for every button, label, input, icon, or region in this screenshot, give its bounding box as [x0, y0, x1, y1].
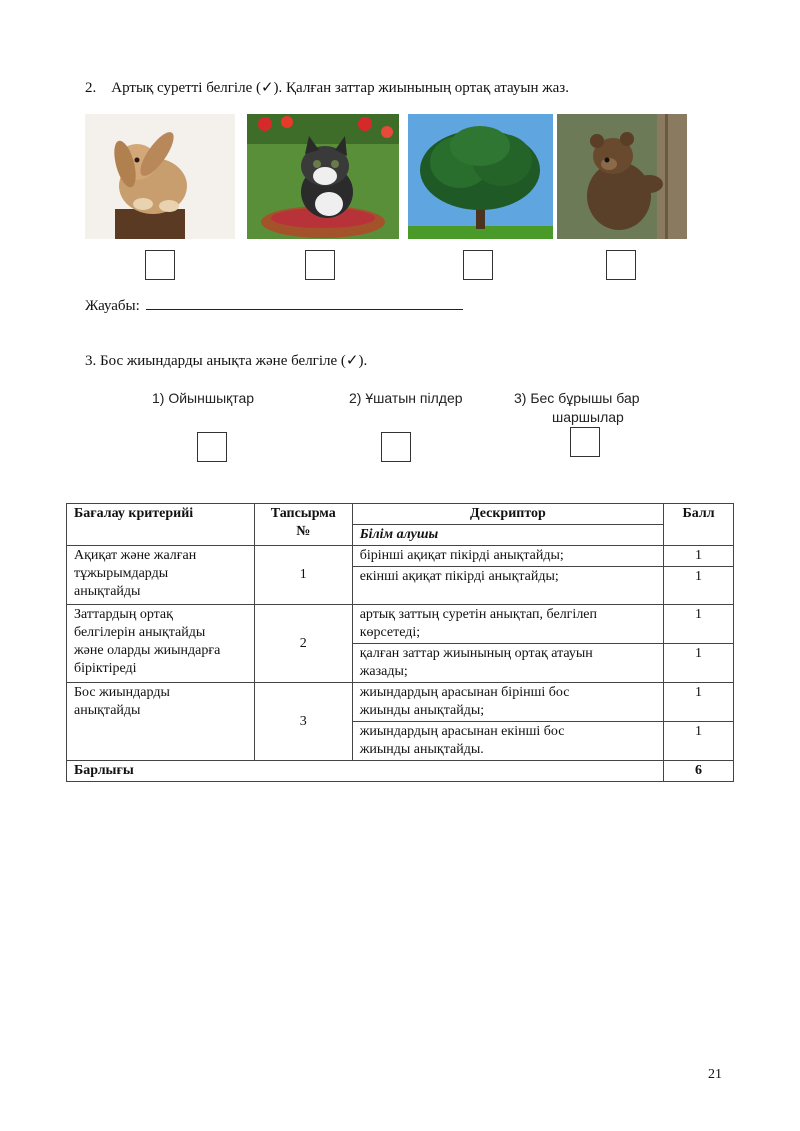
checkbox-tree[interactable] [463, 250, 493, 280]
criterion-1 [67, 546, 255, 605]
descriptor-3-2-line: жиындардың арасынан екінші бос [359, 724, 565, 739]
option-flying-elephants: 2) Ұшатын пілдер [349, 390, 463, 406]
criterion-2-line: біріктіреді [74, 661, 137, 676]
criterion-3 [67, 683, 255, 761]
task-number-2: 2 [254, 605, 352, 683]
task-number-1: 1 [254, 546, 352, 605]
checkbox-option-3[interactable] [570, 427, 600, 457]
descriptor-1-1: бірінші ақиқат пікірді анықтайды; [352, 546, 663, 567]
tree-photo [408, 114, 553, 239]
criterion-2-line: белгілерін анықтайды [74, 625, 206, 640]
criterion-2 [67, 605, 255, 683]
task-number-3: 3 [254, 683, 352, 761]
score-3-2: 1 [664, 722, 734, 761]
header-sub-descriptor: Білім алушы [352, 525, 663, 546]
option-pentagon-squares-line2: шаршылар [552, 409, 624, 425]
descriptor-3-1-line: жиынды анықтайды; [359, 703, 485, 718]
bear-cub-photo [557, 114, 687, 239]
header-task-no: № [296, 524, 311, 539]
score-1-2: 1 [664, 567, 734, 605]
total-label: Барлығы [67, 761, 664, 782]
score-2-2: 1 [664, 644, 734, 683]
answer-line[interactable] [146, 295, 463, 310]
header-task-label: Тапсырма [270, 506, 336, 521]
criterion-3-line: Бос жиындарды [74, 685, 170, 700]
header-score: Балл [664, 504, 734, 546]
descriptor-2-2-line: қалған заттар жиынының ортақ атауын [359, 646, 593, 661]
checkbox-kitten[interactable] [305, 250, 335, 280]
checkbox-rabbit[interactable] [145, 250, 175, 280]
option-pentagon-squares-line1: 3) Бес бұрышы бар [514, 390, 640, 406]
descriptor-3-2-line: жиынды анықтайды. [359, 742, 484, 757]
criterion-2-line: және оларды жиындарға [74, 643, 221, 658]
total-score: 6 [664, 761, 734, 782]
page-number: 21 [708, 1067, 722, 1082]
criterion-3-line: анықтайды [74, 703, 141, 718]
header-descriptor: Дескриптор [352, 504, 663, 525]
checkbox-option-2[interactable] [381, 432, 411, 462]
score-1-1: 1 [664, 546, 734, 567]
criterion-2-line: Заттардың ортақ [74, 607, 173, 622]
descriptor-2-2 [352, 644, 663, 683]
option-toys: 1) Ойыншықтар [152, 390, 255, 406]
assessment-table [66, 503, 734, 782]
descriptor-3-1-line: жиындардың арасынан бірінші бос [359, 685, 570, 700]
answer-label: Жауабы: [85, 298, 140, 314]
descriptor-2-1-line: артық заттың суретін анықтап, белгілеп [359, 607, 598, 622]
header-task [254, 504, 352, 546]
kitten-photo [247, 114, 399, 239]
score-3-1: 1 [664, 683, 734, 722]
criterion-1-line: тұжырымдарды [74, 566, 169, 581]
header-criterion: Бағалау критерийі [67, 504, 255, 546]
score-2-1: 1 [664, 605, 734, 644]
descriptor-3-1 [352, 683, 663, 722]
checkbox-option-1[interactable] [197, 432, 227, 462]
task2-text: Артық суретті белгіле (✓). Қалған заттар жиынының ортақ атауын жаз. [111, 80, 569, 96]
descriptor-2-1 [352, 605, 663, 644]
task2-heading [85, 78, 569, 97]
checkbox-bear-cub[interactable] [606, 250, 636, 280]
rabbit-photo [85, 114, 235, 239]
answer-row [85, 295, 463, 315]
descriptor-2-2-line: жазады; [359, 664, 408, 679]
criterion-1-line: анықтайды [74, 584, 141, 599]
task3-heading: 3. Бос жиындарды анықта және белгіле (✓). [85, 353, 368, 369]
descriptor-3-2 [352, 722, 663, 761]
task2-number: 2. [85, 80, 97, 96]
descriptor-2-1-line: көрсетеді; [359, 625, 421, 640]
descriptor-1-2: екінші ақиқат пікірді анықтайды; [352, 567, 663, 605]
criterion-1-line: Ақиқат және жалған [74, 548, 197, 563]
